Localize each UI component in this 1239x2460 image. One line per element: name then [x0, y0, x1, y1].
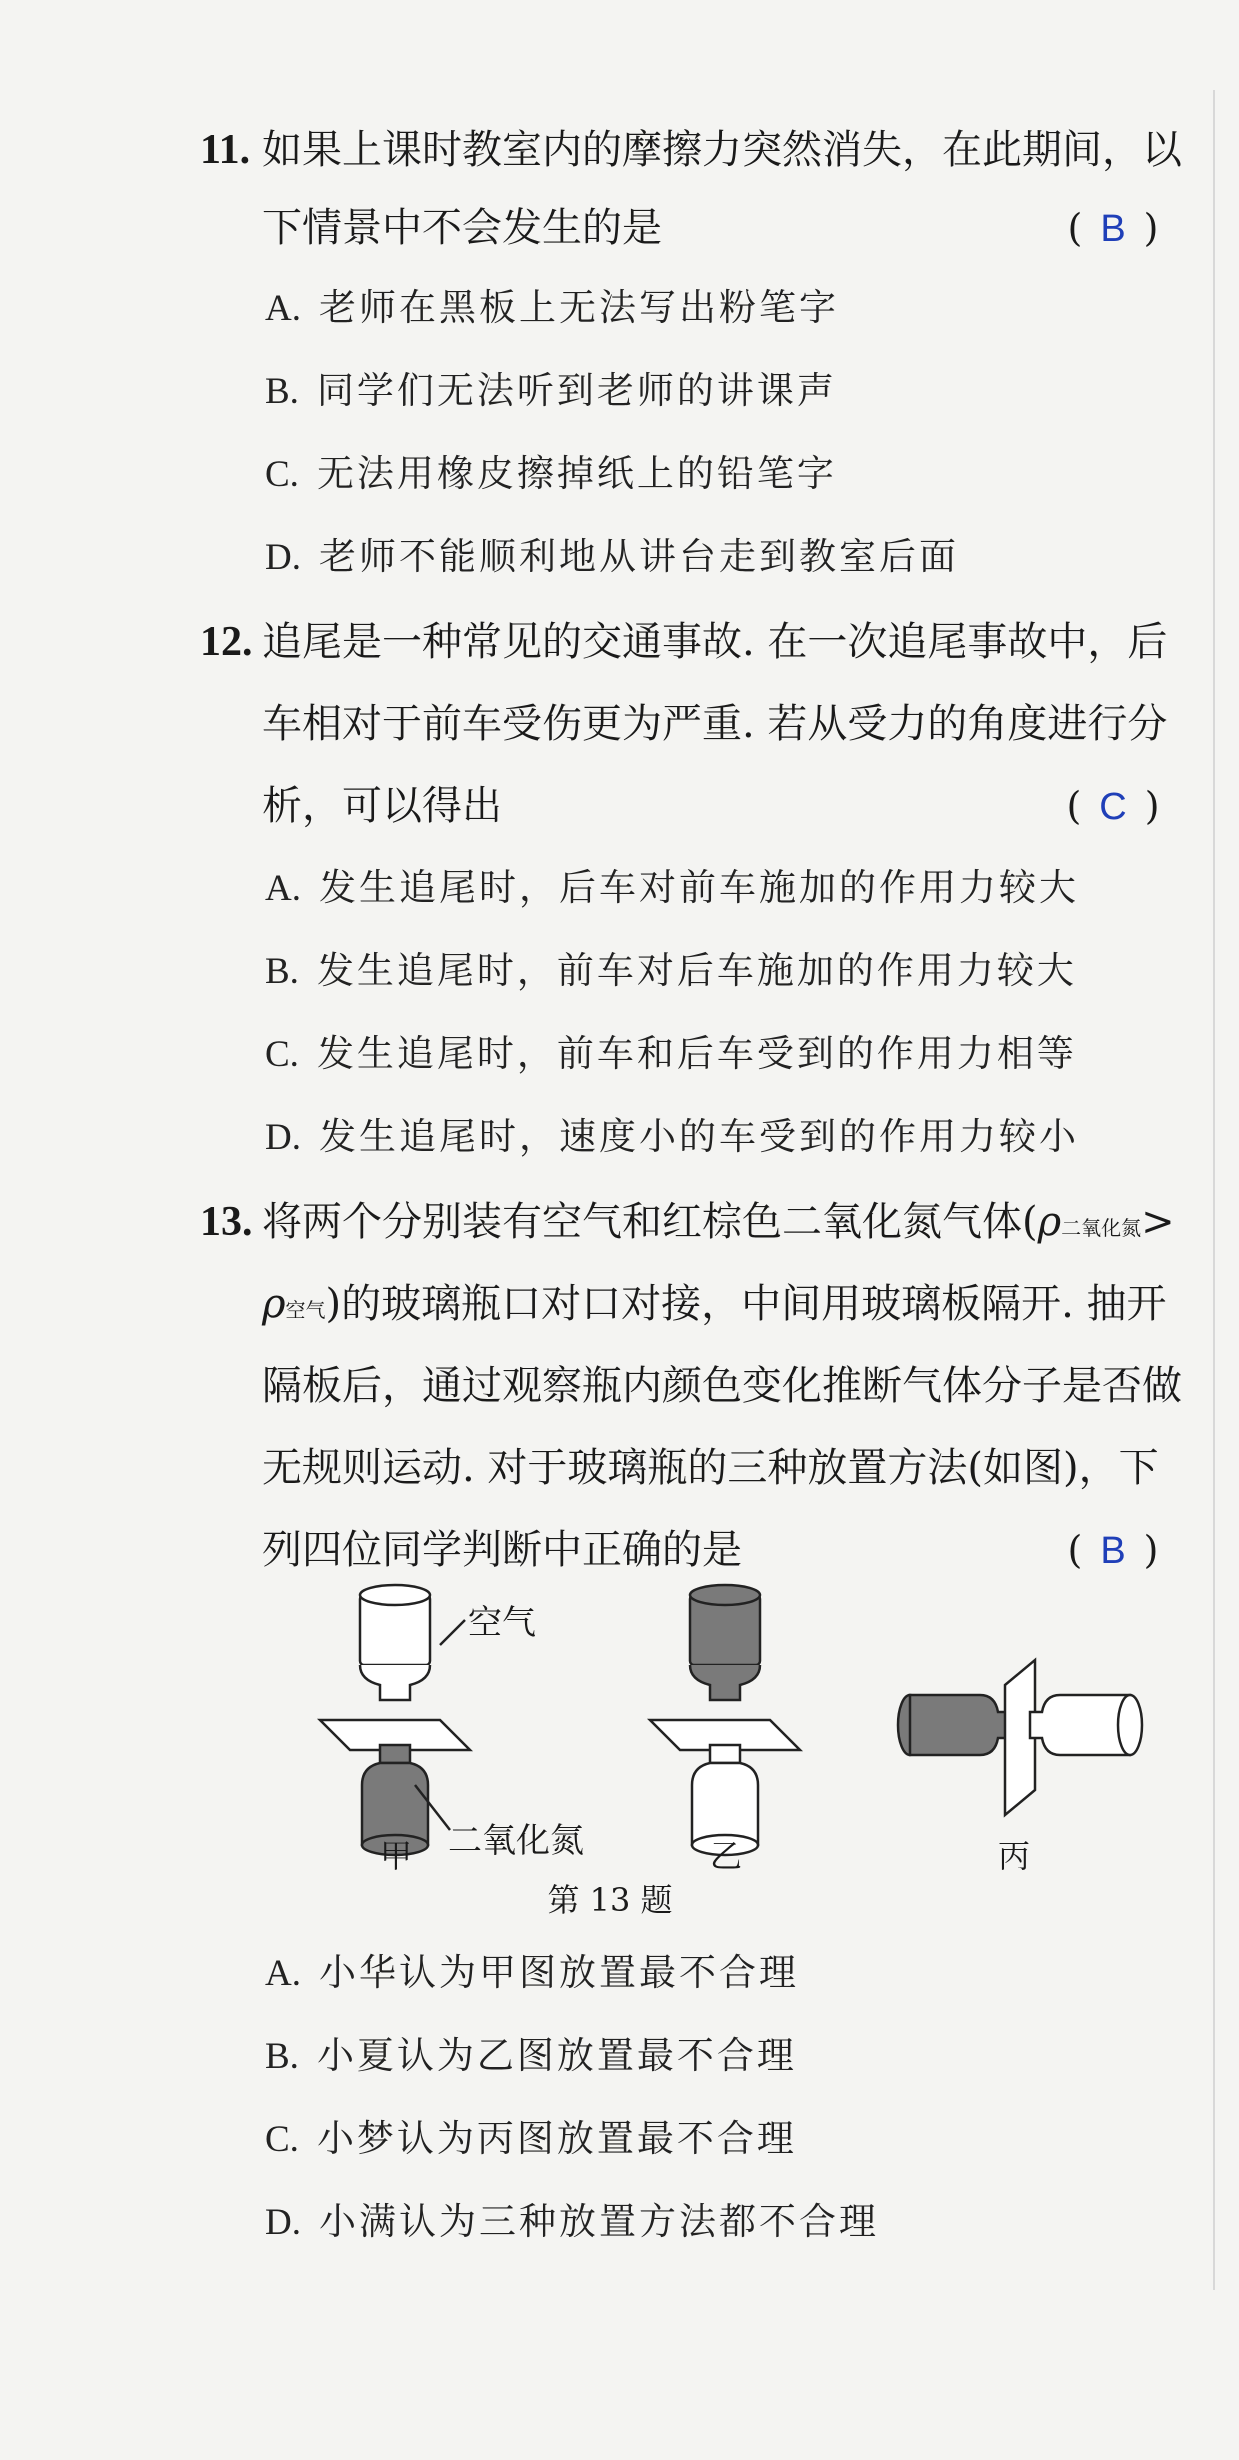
no2-bottle — [910, 1695, 1010, 1755]
option-b: B. 发生追尾时，前车对后车施加的作用力较大 — [265, 949, 1077, 992]
option-a: A. 小华认为甲图放置最不合理 — [265, 1951, 799, 1994]
label-no2: 二氧化氮 — [448, 1821, 584, 1861]
label-yi: 乙 — [710, 1837, 743, 1875]
question-text-line: 列四位同学判断中正确的是 — [262, 1527, 742, 1573]
answer-bracket: ( B ) — [1067, 1528, 1159, 1572]
question-number: 12. — [200, 619, 253, 665]
setup-yi — [650, 1585, 800, 1855]
question-text-line: 下情景中不会发生的是 — [262, 205, 662, 251]
option-d: D. 老师不能顺利地从讲台走到教室后面 — [265, 535, 959, 578]
question-text-line: 如果上课时教室内的摩擦力突然消失，在此期间，以 — [262, 127, 1182, 173]
answer-letter: B — [1100, 208, 1126, 250]
answer-letter: B — [1100, 1530, 1126, 1572]
question-text-line: 将两个分别装有空气和红棕色二氧化氮气体(ρ二氧化氮> — [262, 1199, 1175, 1245]
question-text-line: 隔板后，通过观察瓶内颜色变化推断气体分子是否做 — [262, 1363, 1182, 1409]
question-text-line: 析，可以得出 — [262, 783, 502, 829]
answer-bracket: ( B ) — [1067, 206, 1159, 250]
option-d: D. 小满认为三种放置方法都不合理 — [265, 2200, 879, 2243]
bottle-figure — [300, 1575, 1200, 1920]
option-c: C. 发生追尾时，前车和后车受到的作用力相等 — [265, 1032, 1077, 1075]
answer-letter: C — [1099, 786, 1127, 828]
option-b: B. 小夏认为乙图放置最不合理 — [265, 2034, 797, 2077]
option-c: C. 无法用橡皮擦掉纸上的铅笔字 — [265, 452, 837, 495]
question-number: 11. — [200, 127, 251, 173]
label-jia: 甲 — [380, 1837, 413, 1875]
question-text-line: 追尾是一种常见的交通事故. 在一次追尾事故中，后 — [262, 619, 1168, 665]
figure-caption: 第 13 题 — [547, 1881, 673, 1919]
question-text-line: 无规则运动. 对于玻璃瓶的三种放置方法(如图)，下 — [262, 1445, 1159, 1491]
question-number: 13. — [200, 1199, 253, 1245]
label-bing: 丙 — [998, 1837, 1031, 1875]
page-edge-rule — [1213, 90, 1215, 2290]
air-bottle — [1030, 1695, 1130, 1755]
question-text-line: ρ空气)的玻璃瓶口对口对接，中间用玻璃板隔开. 抽开 — [262, 1281, 1167, 1327]
bottle-diagram — [300, 1575, 1200, 1875]
question-text-line: 车相对于前车受伤更为严重. 若从受力的角度进行分 — [262, 701, 1168, 747]
option-d: D. 发生追尾时，速度小的车受到的作用力较小 — [265, 1115, 1079, 1158]
setup-bing — [898, 1660, 1142, 1815]
answer-bracket: ( C ) — [1066, 784, 1160, 828]
option-b: B. 同学们无法听到老师的讲课声 — [265, 369, 837, 412]
option-c: C. 小梦认为丙图放置最不合理 — [265, 2117, 797, 2160]
label-air: 空气 — [468, 1603, 536, 1643]
option-a: A. 发生追尾时，后车对前车施加的作用力较大 — [265, 866, 1079, 909]
option-a: A. 老师在黑板上无法写出粉笔字 — [265, 286, 839, 329]
